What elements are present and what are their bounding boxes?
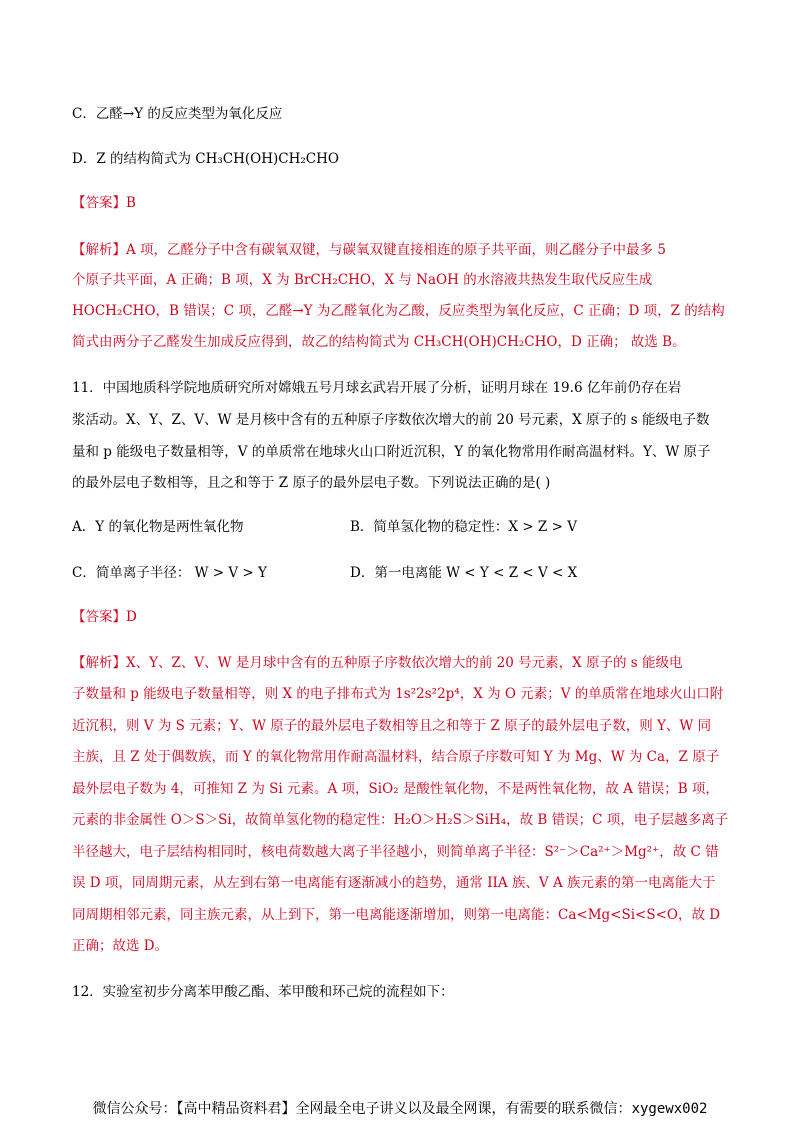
q10-option-d-prefix: D．Z 的结构简式为 (72, 151, 196, 167)
answer-label: 【答案】 (72, 609, 126, 625)
q11-analysis-line: 元素的非金属性 O＞S＞Si，故简单氢化物的稳定性：H₂O＞H₂S＞SiH₄，故 B 错误；C 项，电子层越多离子 (72, 812, 729, 828)
q10-option-d (72, 149, 339, 169)
footer-text: 微信公众号：【高中精品资料君】全网最全电子讲义以及最全网课，有需要的联系微信： (92, 1101, 632, 1117)
q11-analysis-line: 最外层电子数为 4，可推知 Z 为 Si 元素。A 项，SiO₂ 是酸性氧化物，不是两性氧化物，故 A 错误；B 项， (72, 781, 719, 797)
q12-stem: 12．实验室初步分离苯甲酸乙酯、苯甲酸和环己烷的流程如下： (72, 984, 454, 1000)
q11-analysis-line: 同周期相邻元素，同主族元素，从上到下，第一电离能逐渐增加，则第一电离能：Ca<Mg<Si<S<O，故 D (72, 907, 721, 923)
q11-option-a: A．Y 的氧化物是两性氧化物 (72, 519, 244, 535)
q10-analysis-line: 【解析】A 项，乙醛分子中含有碳氧双键，与碳氧双键直接相连的原子共平面，则乙醛分子中最多 5 (72, 242, 666, 258)
footer-wechat-id: xygewx002 (631, 1101, 708, 1117)
q10-analysis-line: HOCH₂CHO，B 错误；C 项，乙醛→Y 为乙醛氧化为乙酸，反应类型为氧化反应，C 正确；D 项，Z 的结构 (72, 303, 725, 319)
q11-option-d: D．第一电离能 W < Y < Z < V < X (350, 565, 578, 581)
answer-label: 【答案】 (72, 195, 126, 211)
q11-analysis-line: 主族，且 Z 处于偶数族，而 Y 的氧化物常用作耐高温材料，结合原子序数可知 Y 为 Mg、W 为 Ca，Z 原子 (72, 749, 720, 765)
q11-stem-line: 量和 p 能级电子数量相等，V 的单质常在地球火山口附近沉积，Y 的氧化物常用作耐高温材料。Y、W 原子 (72, 444, 711, 460)
footer (0, 1098, 800, 1118)
q10-analysis-line: 简式由两分子乙醛发生加成反应得到，故乙的结构简式为 CH₃CH(OH)CH₂CHO，D 正确； 故选 B。 (72, 334, 686, 350)
q11-option-b: B．简单氢化物的稳定性：X > Z > V (350, 519, 577, 535)
q10-answer (72, 193, 136, 213)
analysis-label: 【解析】 (72, 242, 126, 258)
answer-value: D (126, 609, 137, 625)
q11-stem-line: 11．中国地质科学院地质研究所对嫦娥五号月球玄武岩开展了分析，证明月球在 19.6 亿年前仍存在岩 (72, 380, 682, 396)
q10-option-d-formula: CH₃CH(OH)CH₂CHO (195, 151, 339, 167)
answer-value: B (126, 195, 136, 211)
q11-analysis-line: 子数量和 p 能级电子数量相等，则 X 的电子排布式为 1s²2s²2p⁴，X 为 O 元素；V 的单质常在地球火山口附 (72, 686, 724, 702)
q11-analysis-line: 半径越大，电子层结构相同时，核电荷数越大离子半径越小，则简单离子半径：S²⁻＞Ca²⁺＞Mg²⁺，故 C 错 (72, 844, 719, 860)
q11-analysis-line: 正确；故选 D。 (72, 938, 169, 954)
q11-option-c: C．简单离子半径： W > V > Y (72, 565, 267, 581)
q10-option-c: C．乙醛→Y 的反应类型为氧化反应 (72, 106, 283, 122)
q11-analysis-line: 误 D 项，同周期元素，从左到右第一电离能有逐渐减小的趋势，通常 IIA 族、V A 族元素的第一电离能大于 (72, 875, 716, 891)
q10-analysis-line: 个原子共平面，A 正确；B 项，X 为 BrCH₂CHO，X 与 NaOH 的水溶液共热发生取代反应生成 (72, 272, 653, 288)
q11-stem-line: 的最外层电子数相等，且之和等于 Z 原子的最外层电子数。下列说法正确的是( ) (72, 475, 551, 491)
q11-analysis-line: 【解析】X、Y、Z、V、W 是月球中含有的五种原子序数依次增大的前 20 号元素，X 原子的 s 能级电 (72, 655, 683, 671)
q11-answer (72, 607, 137, 627)
q11-analysis-line: 近沉积，则 V 为 S 元素；Y、W 原子的最外层电子数相等且之和等于 Z 原子的最外层电子数，则 Y、W 同 (72, 718, 712, 734)
q11-stem-line: 浆活动。X、Y、Z、V、W 是月核中含有的五种原子序数依次增大的前 20 号元素，X 原子的 s 能级电子数 (72, 412, 710, 428)
analysis-label: 【解析】 (72, 655, 126, 671)
